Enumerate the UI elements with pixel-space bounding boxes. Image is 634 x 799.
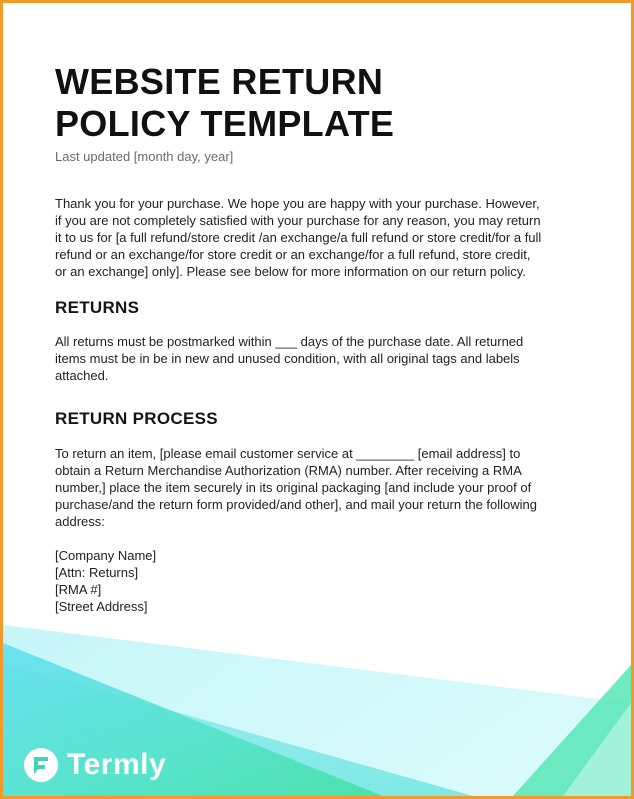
termly-logo <box>23 743 166 787</box>
text-line: purchase/and the return form provided/and other], and mail your return the following <box>55 497 537 512</box>
section-heading-return-process: RETURN PROCESS <box>55 409 218 428</box>
text-line: address: <box>55 514 105 529</box>
text-line: if you are not completely satisfied with your purchase for any reason, you may return <box>55 213 541 228</box>
text-line: it to us for [a full refund/store credit /an exchange/a full refund or store credit/for a full <box>55 230 542 245</box>
return-process-paragraph <box>55 445 595 530</box>
text-line: or an exchange] only]. Please see below for more information on our return policy. <box>55 264 526 279</box>
returns-paragraph <box>55 333 595 384</box>
text-line: To return an item, [please email customer service at ________ [email address] to <box>55 446 521 461</box>
title-line: POLICY TEMPLATE <box>55 103 395 144</box>
section-heading-returns: RETURNS <box>55 298 140 317</box>
termly-logo-icon <box>23 747 59 783</box>
return-address-block <box>55 547 595 615</box>
text-line: items must be in be in new and unused condition, with all original tags and labels <box>55 351 520 366</box>
text-line: Thank you for your purchase. We hope you are happy with your purchase. However, <box>55 196 540 211</box>
title-line: WEBSITE RETURN <box>55 61 384 102</box>
text-line: obtain a Return Merchandise Authorization (RMA) number. After receiving a RMA <box>55 463 522 478</box>
last-updated-text: Last updated [month day, year] <box>55 149 234 164</box>
page-title <box>55 61 595 145</box>
address-line: [RMA #] <box>55 582 102 597</box>
address-line: [Street Address] <box>55 599 148 614</box>
text-line: attached. <box>55 368 109 383</box>
intro-paragraph <box>55 195 595 280</box>
text-line: All returns must be postmarked within ___ days of the purchase date. All returned <box>55 334 524 349</box>
text-line: number,] place the item securely in its original packaging [and include your proof of <box>55 480 532 495</box>
termly-logo-text: Termly <box>67 748 167 781</box>
address-line: [Company Name] <box>55 548 157 563</box>
text-line: refund or an exchange/for store credit or an exchange/for a full refund, store credit, <box>55 247 531 262</box>
address-line: [Attn: Returns] <box>55 565 139 580</box>
